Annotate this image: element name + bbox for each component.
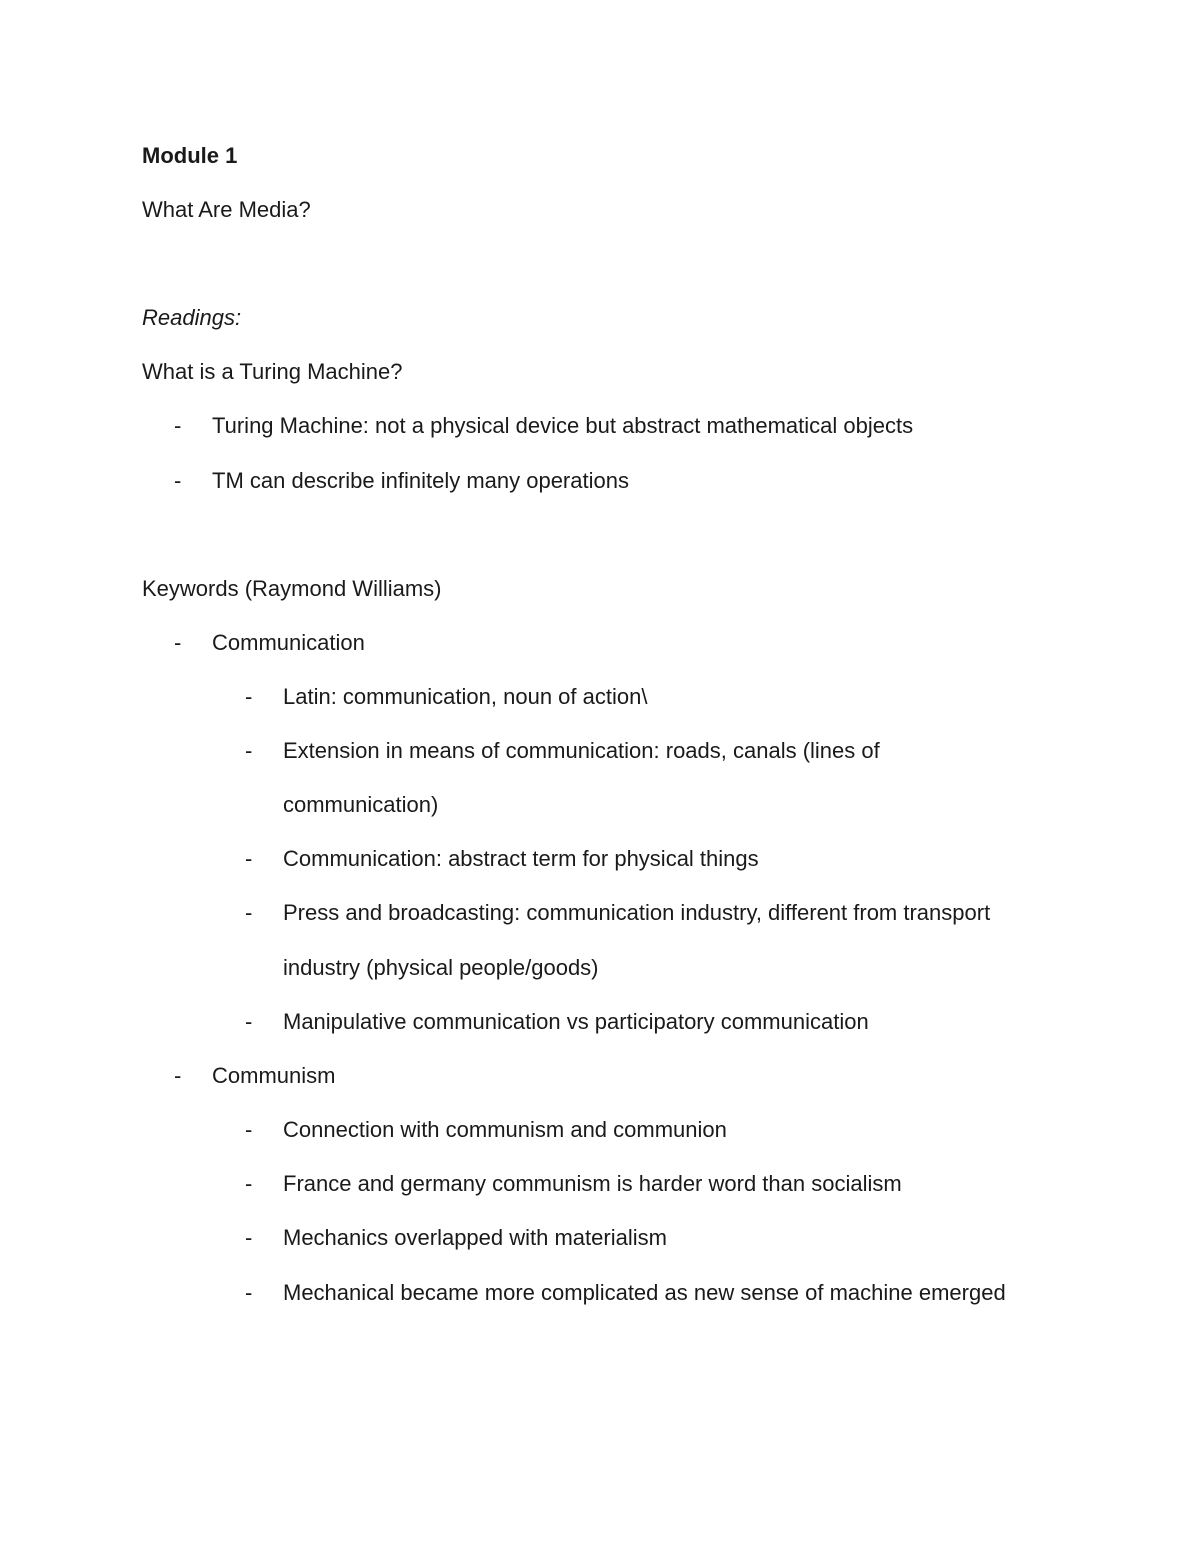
list-item-continuation: communication) bbox=[283, 792, 439, 817]
list-item-continuation: industry (physical people/goods) bbox=[283, 955, 599, 980]
bullet-dash: - bbox=[245, 1009, 253, 1034]
list-item: TM can describe infinitely many operations bbox=[212, 468, 629, 493]
list-item: France and germany communism is harder word than socialism bbox=[283, 1171, 902, 1196]
keywords-heading: Keywords (Raymond Williams) bbox=[142, 576, 442, 601]
list-item: Turing Machine: not a physical device but abstract mathematical objects bbox=[212, 413, 914, 438]
list-item: Latin: communication, noun of action\ bbox=[283, 684, 648, 709]
bullet-dash: - bbox=[245, 738, 253, 763]
bullet-dash: - bbox=[245, 846, 253, 871]
list-item: Mechanical became more complicated as new sense of machine emerged bbox=[283, 1280, 1006, 1305]
list-item: Connection with communism and communion bbox=[283, 1117, 727, 1142]
bullet-dash: - bbox=[245, 684, 253, 709]
bullet-dash: - bbox=[245, 900, 253, 925]
bullet-dash: - bbox=[245, 1280, 253, 1305]
bullet-dash: - bbox=[245, 1171, 253, 1196]
list-item: Mechanics overlapped with materialism bbox=[283, 1225, 667, 1250]
communism-label: Communism bbox=[212, 1063, 336, 1088]
bullet-dash: - bbox=[174, 468, 182, 493]
module-subtitle: What Are Media? bbox=[142, 197, 311, 222]
bullet-dash: - bbox=[174, 1063, 182, 1088]
module-title: Module 1 bbox=[142, 143, 238, 168]
readings-label: Readings: bbox=[142, 305, 242, 330]
list-item: Extension in means of communication: roads, canals (lines of bbox=[283, 738, 880, 763]
list-item: Press and broadcasting: communication industry, different from transport bbox=[283, 900, 991, 925]
bullet-dash: - bbox=[174, 630, 182, 655]
bullet-dash: - bbox=[245, 1225, 253, 1250]
communication-label: Communication bbox=[212, 630, 365, 655]
bullet-dash: - bbox=[174, 413, 182, 438]
bullet-dash: - bbox=[245, 1117, 253, 1142]
list-item: Manipulative communication vs participatory communication bbox=[283, 1009, 869, 1034]
list-item: Communication: abstract term for physical things bbox=[283, 846, 759, 871]
turing-heading: What is a Turing Machine? bbox=[142, 359, 403, 384]
